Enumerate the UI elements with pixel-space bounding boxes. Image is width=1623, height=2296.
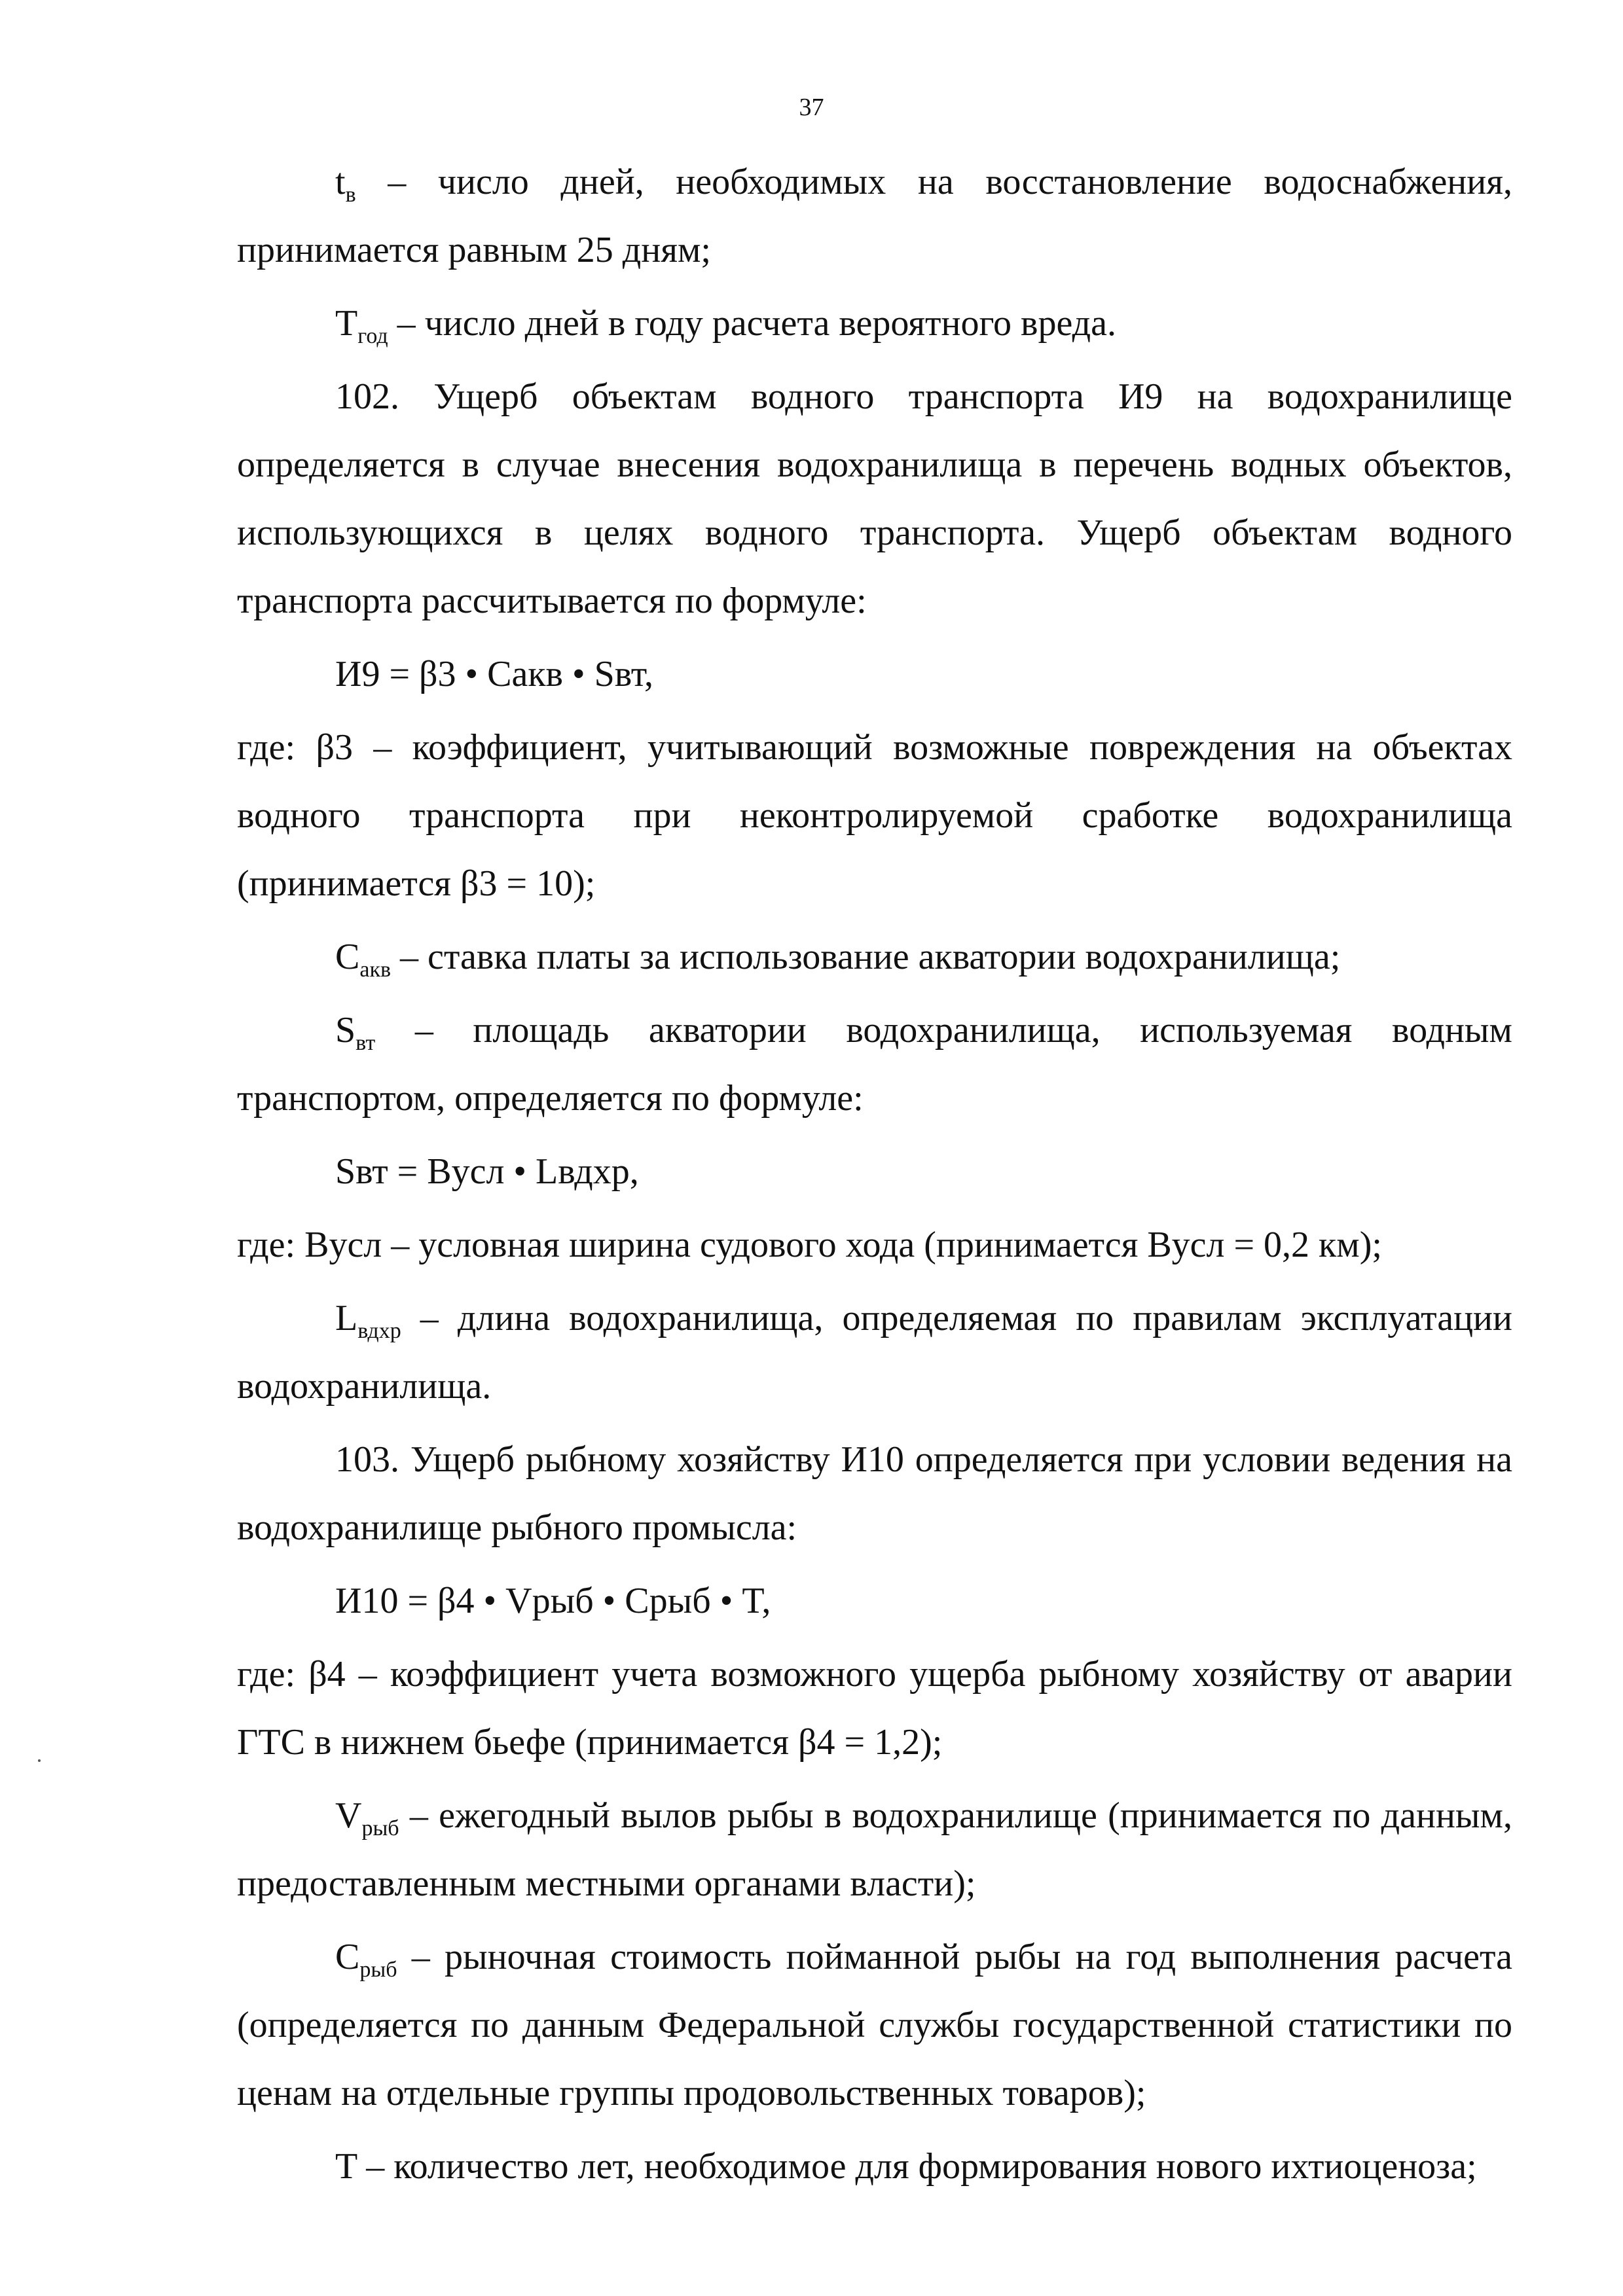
definition-text: – число дней, необходимых на восстановление водоснабжения, принимается равным 25 дням;	[237, 162, 1512, 270]
where-b-usl: где: Bусл – условная ширина судового хода (принимается Bусл = 0,2 км);	[237, 1225, 1382, 1265]
symbol: t	[335, 162, 346, 202]
document-body	[237, 148, 1512, 2200]
symbol: C	[335, 937, 360, 977]
definition-v-ryb	[237, 1782, 1512, 1918]
symbol: S	[335, 1010, 356, 1050]
symbol-subscript: акв	[359, 958, 392, 982]
definition-text: – ставка платы за использование акватории водохранилища;	[391, 937, 1341, 977]
scan-speck	[38, 1759, 41, 1762]
definition-text: – число дней в году расчета вероятного вреда.	[388, 303, 1116, 344]
symbol-subscript: рыб	[359, 1958, 397, 1982]
definition-text: – площадь акватории водохранилища, используемая водным транспортом, определяется по формуле:	[237, 1010, 1512, 1119]
definition-text: – длина водохранилища, определяемая по правилам эксплуатации водохранилища.	[237, 1298, 1512, 1407]
symbol: T	[335, 303, 358, 344]
symbol-subscript: в	[345, 183, 356, 207]
formula-i10: И10 = β4 • Vрыб • Cрыб • T,	[335, 1581, 771, 1621]
symbol: V	[335, 1795, 362, 1836]
where-beta4: где: β4 – коэффициент учета возможного ущерба рыбному хозяйству от аварии ГТС в нижнем бьефе (принимается β4 = 1,2);	[237, 1654, 1512, 1763]
definition-t-years	[237, 2132, 1512, 2200]
definition-l-vdhr	[237, 1284, 1512, 1420]
symbol: L	[335, 1298, 358, 1338]
symbol-subscript: вдхр	[357, 1319, 401, 1343]
page-number: 37	[799, 94, 824, 121]
definition-text: – ежегодный вылов рыбы в водохранилище (принимается по данным, предоставленным местными органами власти);	[237, 1795, 1512, 1904]
definition-text: – рыночная стоимость пойманной рыбы на год выполнения расчета (определяется по данным Федеральной службы государственной статистики по ценам на отдельные группы продовольственных товаров);	[237, 1937, 1512, 2113]
definition-t-god	[237, 289, 1512, 357]
paragraph-103: 103. Ущерб рыбному хозяйству И10 определяется при условии ведения на водохранилище рыбного промысла:	[237, 1439, 1512, 1548]
symbol-subscript: год	[357, 324, 388, 348]
definition-c-ryb	[237, 1923, 1512, 2127]
symbol-subscript: рыб	[361, 1816, 399, 1840]
formula-i9: И9 = β3 • Cакв • Sвт,	[335, 654, 654, 694]
definition-t-v	[237, 148, 1512, 284]
symbol: C	[335, 1937, 360, 1977]
definition-c-akv	[237, 923, 1512, 991]
where-beta3: где: β3 – коэффициент, учитывающий возможные повреждения на объектах водного транспорта при неконтролируемой сработке водохранилища (принимается β3 = 10);	[237, 727, 1512, 904]
symbol: T	[335, 2146, 357, 2187]
definition-s-vt	[237, 996, 1512, 1132]
symbol-subscript: вт	[356, 1031, 376, 1055]
formula-s-vt: Sвт = Bусл • Lвдхр,	[335, 1151, 639, 1192]
definition-text: – количество лет, необходимое для формирования нового ихтиоценоза;	[357, 2146, 1477, 2187]
paragraph-102: 102. Ущерб объектам водного транспорта И9 на водохранилище определяется в случае внесения водохранилища в перечень водных объектов, использующихся в целях водного транспорта. Ущерб объектам водного транспорта рассчитывается по формуле:	[237, 376, 1512, 621]
